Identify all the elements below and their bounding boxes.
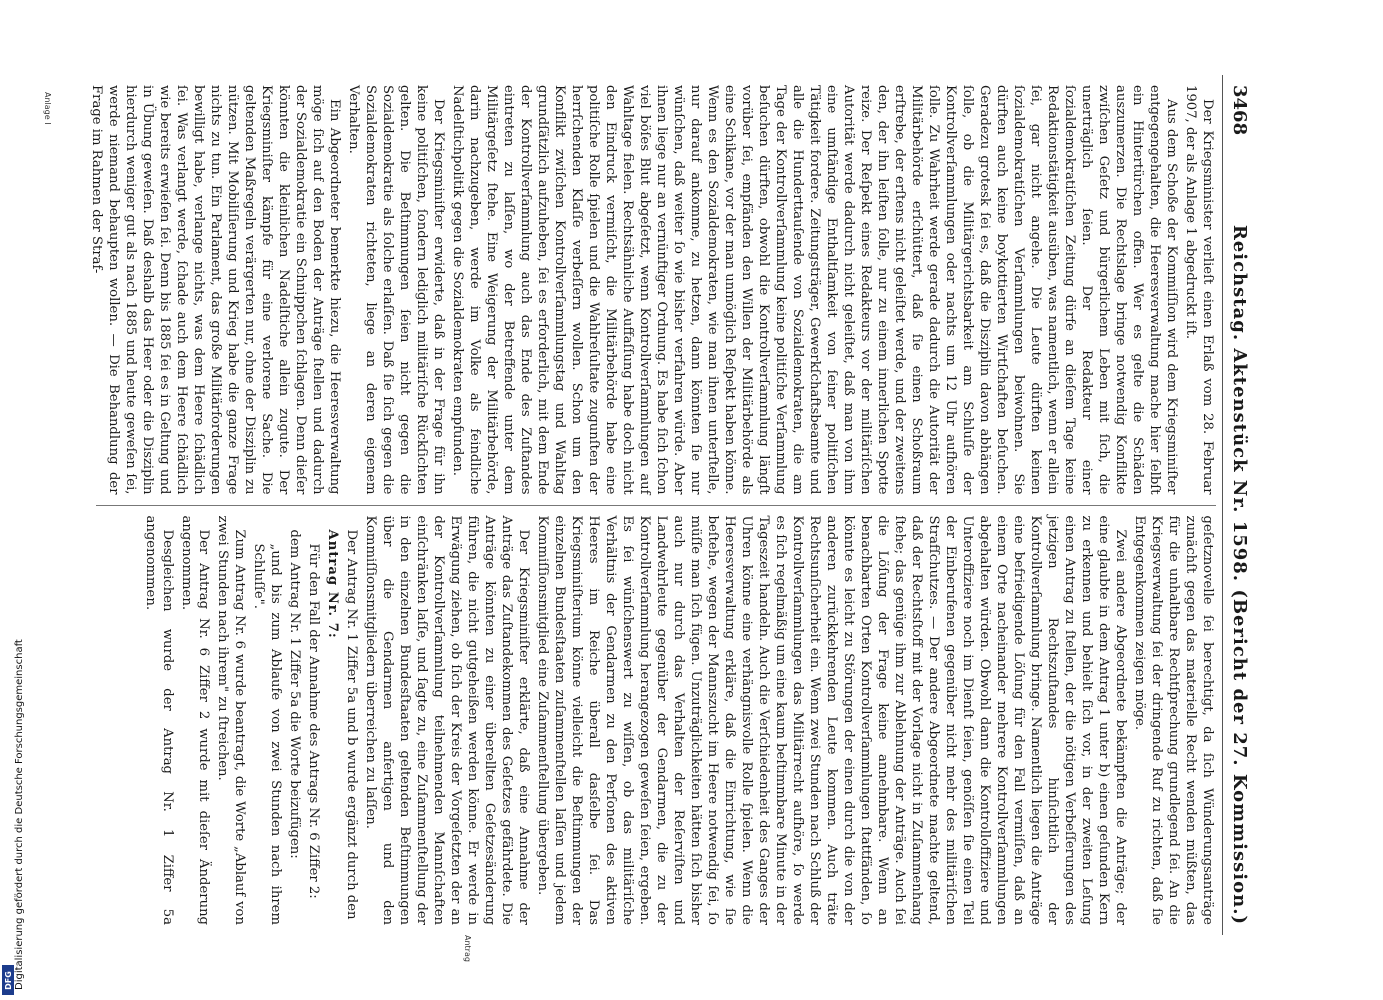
paragraph: Aus dem Schoße der Kommiſſion wird dem Kriegsminiſter entgegengehalten, die Heeresverwaltung mache hier ſelbſt ein Hintertürchen offen. Wer es gelte die Schäden auszumerzen. Die Rechtslage bringe notwendig Konflikte zwiſchen Geſetz und bürgerlichem Leben mit ſich, die unerträglich ſeien. Der Redakteur einer ſozialdemokratiſchen Zeitung dürfe an dieſem Tage keine Redaktionstätigkeit ausüben, was namentlich, wenn er allein ſei, gar nicht angehe. Die Leute dürften keinen ſozialdemokratiſchen Verſammlungen beiwohnen. Sie dürften auch keine boykottierten Wirtſchaften beſuchen. Geradezu grotesk ſei es, daß die Disziplin davon abhängen ſolle, ob die Militärgerichtsbarkeit am Schluſſe der Kontrollverſammlungen oder nachts um 12 Uhr aufhören ſolle. Zu Wahrheit werde gerade dadurch die Autorität der Militärbehörde erſchüttert, daß ſie einen Schoßraum erſtrebe, der erſtens nicht geleiſtet werde, und der zweitens den, der ihn leiſten ſolle, nur zu einem innerlichen Spotte reize. Der Reſpekt eines Redakteurs vor der militäriſchen Autorität werde dadurch nicht geleiſtet, daß man von ihm eine umſtändige Enthaltſamkeit von ſeiner politiſchen Tätigkeit fordere. Zeitungsträger, Gewerkſchaftsbeamte und alle die Hunderttauſende von Sozialdemokraten, die am Tage der Kontrollverſammlung keine politiſche Verſammlung beſuchen dürften, obwohl die Kontrollverſammlung längſt vorüber ſei, empfänden den Willen der Militärbehörde als eine Schikane, vor der man unmöglich Reſpekt haben könne. Wenn es den Sozialdemokraten, wie man ihnen unterſtelle, nur darauf ankomme, zu hetzen, dann könnten ſie nur wünſchen, daß weiter ſo wie bisher verfahren würde. Aber ihnen liege nur an vernünftiger Ordnung. Es habe ſich ſchon viel böſes Blut abgeſetzt, wenn Kontrollverſammlungen auf Wahltage fielen. Rechtsähnliche Auffaſſung habe doch nicht den Eindruck vermiſcht, die Militärbehörde habe eine politiſche Rolle ſpielen und die Wahlreſultate zugunſten der herrſchenden Klaſſe verbeſſern wollen. Schon um den Konflikt zwiſchen Kontrollverſammlungstag und Wahltag grundſätzlich aufzuheben, ſei es erforderlich, mit dem Ende der Kontrollverſammlung auch das Ende des Zuſtandes eintreten zu laſſen, wo der Betreffende unter dem Militärgeſetz ſtehe. Eine Weigerung der Militärbehörde, darin nachzugeben, werde im Volke als feindliche Nadelſtichpolitik gegen die Sozialdemokraten empfunden.: [450, 85, 1179, 495]
dfg-logo: [2, 965, 14, 995]
text-columns: [89, 75, 1216, 935]
right-column: [96, 505, 1216, 936]
paragraph: Der Kriegsminiſter erwiderte, daß in der Frage für ihn keine politiſchen, ſondern lediglich militäriſche Rückſichten gelten. Die Beſtimmungen ſeien nicht gegen die Sozialdemokratie als ſolche erlaſſen. Daß ſie ſich gegen die Sozialdemokraten richteten, liege an deren eigenem Verhalten.: [346, 85, 446, 495]
left-column: [89, 75, 1216, 505]
rotated-page-container: [50, 75, 1250, 935]
margin-note-right: Antrag: [463, 935, 472, 962]
paragraph: Ein Abgeordneter bemerkte hiezu, die Heeresverwaltung möge ſich auf den Boden der Anträge ſtellen und dadurch der Sozialdemokratie ein Schnippchen ſchlagen. Denn dieſer könnten die kleinlichen Nadelſtiche allein zugute. Der Kriegsminiſter kämpfe für eine verlorene Sache. Die geltenden Maßregeln verärgerten nur, ohne der Disziplin zu nützen. Mit Mobiliſierung und Krieg habe die ganze Frage nichts zu tun. Ein Parlament, das große Militärforderungen bewilligt habe, verlange nichts, was dem Heere ſchädlich ſei. Was verlangt werde, ſchade auch dem Heere ſchädlich wie bereits erwieſen ſei. Denn bis 1885 ſei es in Geltung und in Übung geweſen. Daß deshalb das Heer oder die Disziplin hierdurch weniger gut als nach 1885 und heute geweſen ſei, werde niemand behaupten wollen. — Die Behandlung der Frage im Rahmen der Straf-: [89, 85, 342, 495]
quoted-text: „und bis zum Ablaufe von zwei Stunden nach ihrem Schluſſe".: [251, 543, 283, 925]
paragraph: Für den Fall der Annahme des Antrags Nr. 6 Ziffer 2:: [306, 543, 321, 899]
paragraph: Der Antrag Nr. 6 Ziffer 2 wurde mit dieſer Änderung angenommen.: [179, 515, 211, 925]
digitization-notice: Digitalisierung gefördert durch die Deutsche Forschungsgemeinschaft: [14, 639, 25, 990]
paragraph: geſetznovelle ſei berechtigt, da ſich Wünderungsanträge zunächſt gegen das materielle Recht wenden müßten, das für die unhaltbare Rechtſprechung grundlegend ſei. An die Kriegsverwaltung ſei der dringende Ruf zu richten, daß ſie Entgegenkommen zeigen möge.: [1132, 515, 1215, 925]
paragraph: dem Antrag Nr. 1 Ziffer 5a die Worte beizufügen:: [287, 529, 302, 859]
margin-note-left: Anlage I: [43, 92, 52, 125]
page-header: [1222, 75, 1250, 935]
paragraph: Der Antrag Nr. 1 Ziffer 5a und b wurde ergänzt durch den: [344, 529, 359, 920]
paragraph: Der Kriegsminiſter erklärte, daß eine Annahme der Anträge das Zuſtandekommen des Geſetzes gefährdete. Die Anträge könnten zu einer überellten Geſetzesänderung führen, die nicht gutgeheißen werden könne. Er werde in Erwägung ziehen, ob ſich der Kreis der Vorgeſetzten der an der Kontrollverſammlung teilnehmenden Mannſchaften einſchränken laſſe, und ſagte zu, eine Zuſammenſtellung der in den einzelnen Bundesſtaaten geltenden Beſtimmungen über die Gendarmen anfertigen und den Kommiſſionsmitgliedern überreichen zu laſſen.: [363, 515, 531, 925]
paragraph: Zwei andere Abgeordnete bekämpften die Anträge; der eine glaubte in dem Antrag 1 unter b) einen geſunden Kern zu erkennen und behielt ſich vor, in der zweiten Leſung einen Antrag zu ſtellen, der die nötigen Verbeſſerungen des jetzigen Rechtszuſtandes hinſichtlich der Kontrollverſammlung bringe. Namentlich liegen die Anträge eine befriedigende Löſung für den Fall vermiſſen, daß an einem Orte nacheinander mehrere Kontrollverſammlungen abgehalten würden. Obwohl dann die Kontrolloffiziere und Unteroffiziere noch im Dienſt ſeien, genöſſen ſie einen Teil der Einberufenen gegenüber nicht mehr des militäriſchen Strafſchutzes. — Der andere Abgeordnete machte geltend, daß der Rechtsſtoff mit der Vorlage nicht in Zuſammenhang ſtehe; das genüge ihm zur Ablehnung der Anträge. Auch ſei die Löſung der Frage keine annehmbare. Wenn an benachbarten Orten Kontrollverſammlungen ſtattfänden, ſo könnte es leicht zu Störungen der einen durch die von der anderen zurückkehrenden Leute kommen. Auch träte Rechtsunſicherheit ein. Wenn zwei Stunden nach Schluß der Kontrollverſammlungen das Militärrecht aufhöre, ſo werde es ſich regelmäßig um eine kaum beſtimmbare Minute in der Tageszeit handeln. Auch die Verſchiedenheit des Ganges der Uhren könne eine verhängnisvolle Rolle ſpielen. Wenn die Heeresverwaltung erkläre, daß die Einrichtung, wie ſie beſtehe, wegen der Mannszucht im Heere notwendig ſei, ſo müſſe man ſich fügen. Unzuträglichkeiten hätten ſich bisher auch nur durch das Verhalten der Reſerviſten und Landwehrleute gegenüber der Gendarmen, die zu der Kontrollverſammlung herangezogen geweſen ſeien, ergeben. Es ſei wünſchenswert zu wiſſen, ob das militäriſche Verhältnis der Gendarmen zu den Perſonen des aktiven Heeres im Reiche überall dasſelbe ſei. Das Kriegsminiſterium könne vielleicht die Beſtimmungen der einzelnen Bundesſtaaten zuſammenſtellen laſſen und jedem Kommiſſionsmitglied eine Zuſammenſtellung übergeben.: [535, 515, 1128, 925]
paragraph: Zum Antrag Nr. 6 wurde beantragt, die Worte „Ablauf von zwei Stunden nach ihrem" zu ſtreichen.: [215, 515, 247, 925]
paragraph: Desgleichen wurde der Antrag Nr. 1 Ziffer 5a angenommen.: [143, 515, 175, 925]
page-title: Reichstag. Aktenstück Nr. 1598. (Bericht der 27. Kommission.): [1229, 224, 1250, 925]
dfg-logo-text: DFG: [3, 970, 13, 990]
document-page: [50, 75, 1250, 935]
page-number: 3468: [1229, 85, 1250, 136]
digitization-strip: [0, 0, 25, 1000]
paragraph: Der Kriegsminister verlieſt einen Erlaß vom 28. Februar 1907, der als Anlage 1 abgedruckt iſt.: [1183, 85, 1215, 495]
motion-heading: Antrag Nr. 7:: [325, 529, 340, 639]
